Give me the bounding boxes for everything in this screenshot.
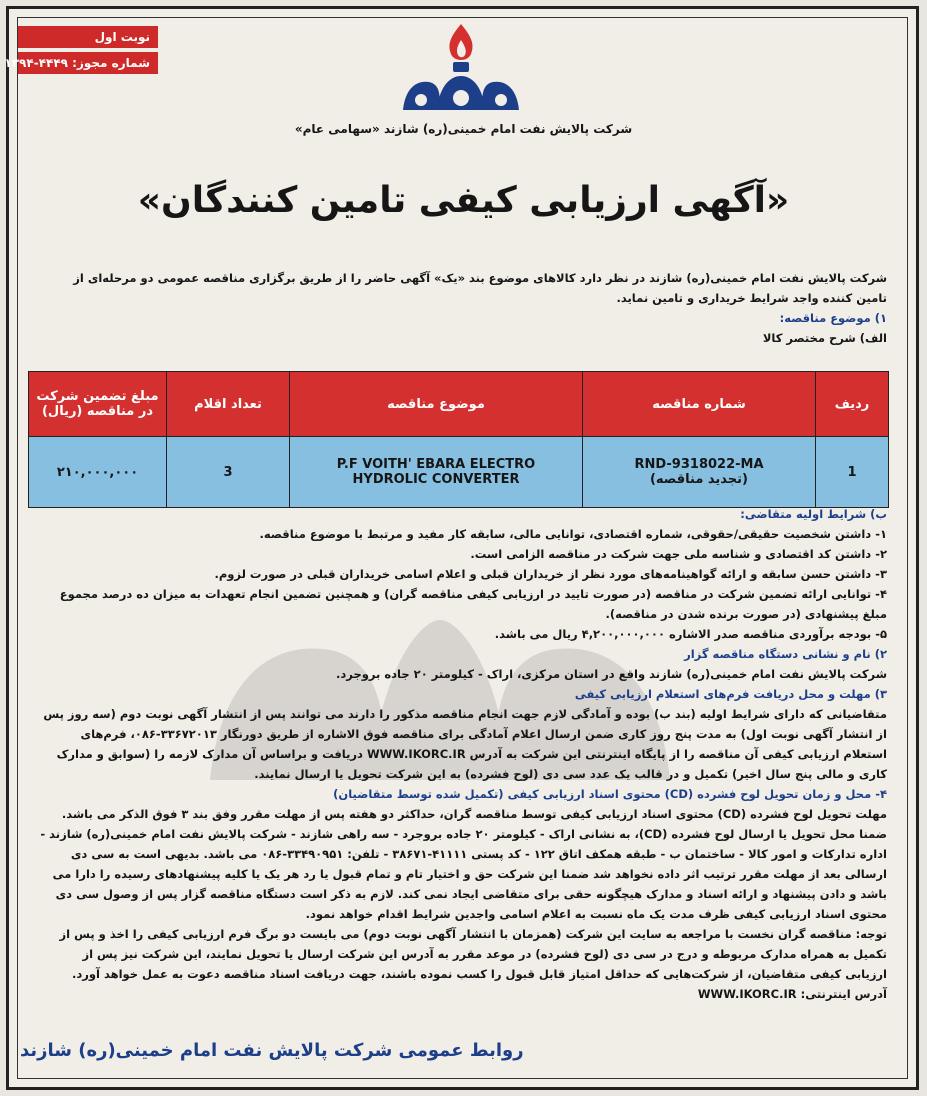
nioc-logo-icon [395,18,527,118]
tender-number: RND-9318022-MA [634,457,764,472]
cell-index: 1 [816,437,889,508]
tender-number-note: (تجدید مناقصه) [649,472,748,487]
conditions-section [40,504,887,1004]
table-row [29,437,889,508]
tender-table [28,371,889,508]
intro-text: شرکت پالایش نفت امام خمینی(ره) شازند در نظر دارد کالاهای موضوع بند «یک» آگهی حاضر را از طریق برگزاری مناقصه عمومی دو مرحله‌ای از تامین کننده واجد شرایط خریداری و تامین نماید. [73,271,887,305]
col-guarantee: مبلغ تضمین شرکت در مناقصه (ریال) [29,372,167,437]
conditions-heading: ب) شرایط اولیه متقاضی: [740,507,887,521]
cell-count: 3 [167,437,290,508]
section4-text: مهلت تحویل لوح فشرده (CD) محتوی اسناد ارزیابی کیفی توسط مناقصه گران، حداکثر دو هفته پس از مهلت مقرر وفق بند ۳ فوق الذکر می باشد. ضمنا محل تحویل یا ارسال لوح فشرده (CD)، به نشانی اراک - کیلومتر ۲۰ جاده بروجرد - سه راهی شازند - شرکت پالایش نفت امام خمینی(ره) شازند - اداره تدارکات و امور کالا - ساختمان ب - طبقه همکف اتاق ۱۲۲ - کد پستی ۴۱۱۱۱-۳۸۶۷۱ - تلفن: ۳۳۴۹۰۹۵۱-۰۸۶ می باشد. بدیهی است به سی دی ارسالی بعد از مهلت مقرر ترتیب اثر داده نخواهد شد ضمنا این شرکت حق و اختیار تام و تمام قبول یا رد هر یک یا کلیه پیشنهادهای رسیده را دارا می باشد و دادن پیشنهاد و ارائه اسناد و مدارک هیچگونه حقی برای متقاضی ایجاد نمی کند. لازم به ذکر است دستگاه مناقصه گزار پس از وصول سی دی محتوی اسناد ارزیابی کیفی ظرف مدت یک ماه نسبت به اعلام اسامی واجدین شرایط اقدام خواهد نمود. [40,807,887,921]
notice-badges [4,26,158,78]
section1-heading: ۱) موضوع مناقصه: [779,311,887,325]
subject-line-1: P.F VOITH' EBARA ELECTRO [336,457,536,472]
condition-item: ۳- داشتن حسن سابقه و ارائه گواهینامه‌های مورد نظر از خریداران قبلی و اعلام اسامی خریداران قبلی در صورت لزوم. [214,567,887,581]
col-count: تعداد اقلام [167,372,290,437]
section2-text: شرکت پالایش نفت امام خمینی(ره) شازند واقع در استان مرکزی، اراک - کیلومتر ۲۰ جاده بروجرد. [336,667,887,681]
section2-heading: ۲) نام و نشانی دستگاه مناقصه گزار [684,647,887,661]
section3-text: متقاضیانی که دارای شرایط اولیه (بند ب) بوده و آمادگی لازم جهت انجام مناقصه مذکور را دارند می توانند پس از انتشار آگهی نوبت دوم (سه روز پس از انتشار آگهی نوبت اول) به مدت پنج روز کاری ضمن ارسال اعلام آمادگی برای مناقصه فوق الاشاره از طریق دورنگار ۳۳۶۷۲۰۱۳-۰۸۶، فرم‌های استعلام ارزیابی کیفی آن مناقصه را از پایگاه اینترنتی این شرکت به آدرس WWW.IKORC.IR دریافت و براساس آن مدارک لازمه را (سوابق و مدارک کاری و مالی پنج سال اخیر) تکمیل و در قالب یک عدد سی دی (لوح فشرده) به این شرکت تحویل یا ارسال نمایند. [43,707,887,781]
permit-badge: شماره مجوز: ۴۴۴۹-۱۳۹۴ [18,52,158,74]
cell-number [583,437,816,508]
table-header-row [29,372,889,437]
footer-signature: روابط عمومی شرکت پالایش نفت امام خمینی(ره) شازند [20,1040,524,1061]
page-title: «آگهی ارزیابی کیفی تامین کنندگان» [137,180,790,221]
condition-item: ۵- بودجه برآوردی مناقصه صدر الاشاره ۴,۲۰۰,۰۰۰,۰۰۰ ریال می باشد. [494,627,887,641]
section4-heading: ۴- محل و زمان تحویل لوح فشرده (CD) محتوی اسناد ارزیابی کیفی (تکمیل شده توسط متقاضیان) [333,787,887,801]
note-text: توجه: مناقصه گران نخست با مراجعه به سایت این شرکت (همزمان با انتشار آگهی نوبت دوم) می بایست دو برگ فرم ارزیابی کیفی را اخذ و پس از تکمیل به همراه مدارک مربوطه و درج در سی دی (لوح فشرده) در موعد مقرر به آدرس این شرکت ارسال یا تحویل نمایند، این شرکت نیز پس از ارزیابی کیفی متقاضیان، از شرکت‌هایی که حداقل امتیاز قابل قبول را کسب نموده باشند، جهت دریافت اسناد مناقصه دعوت به عمل خواهد آورد. [59,927,887,981]
round-badge: نوبت اول [18,26,158,48]
col-number: شماره مناقصه [583,372,816,437]
subject-line-2: HYDROLIC CONVERTER [352,472,520,487]
section3-heading: ۳) مهلت و محل دریافت فرم‌های استعلام ارزیابی کیفی [574,687,887,701]
company-name: شرکت پالایش نفت امام خمینی(ره) شازند «سهامی عام» [294,122,633,136]
cell-subject [290,437,583,508]
condition-item: ۲- داشتن کد اقتصادی و شناسه ملی جهت شرکت در مناقصه الزامی است. [470,547,887,561]
section1-sub: الف) شرح مختصر کالا [762,331,887,345]
col-index: ردیف [816,372,889,437]
condition-item: ۴- توانایی ارائه تضمین شرکت در مناقصه (در صورت تایید در ارزیابی کیفی مناقصه گران) و همچنین تضمین انجام تعهدات به میزان ده درصد مجموع مبلغ پیشنهادی (در صورت برنده شدن در مناقصه). [59,587,887,621]
condition-item: ۱- داشتن شخصیت حقیقی/حقوقی، شماره اقتصادی، توانایی مالی، سابقه کار مفید و مرتبط با موضوع مناقصه. [259,527,887,541]
website-text: آدرس اینترنتی: WWW.IKORC.IR [697,987,887,1001]
intro-paragraph [40,268,887,348]
cell-guarantee: ۲۱۰,۰۰۰,۰۰۰ [29,437,167,508]
col-subject: موضوع مناقصه [290,372,583,437]
